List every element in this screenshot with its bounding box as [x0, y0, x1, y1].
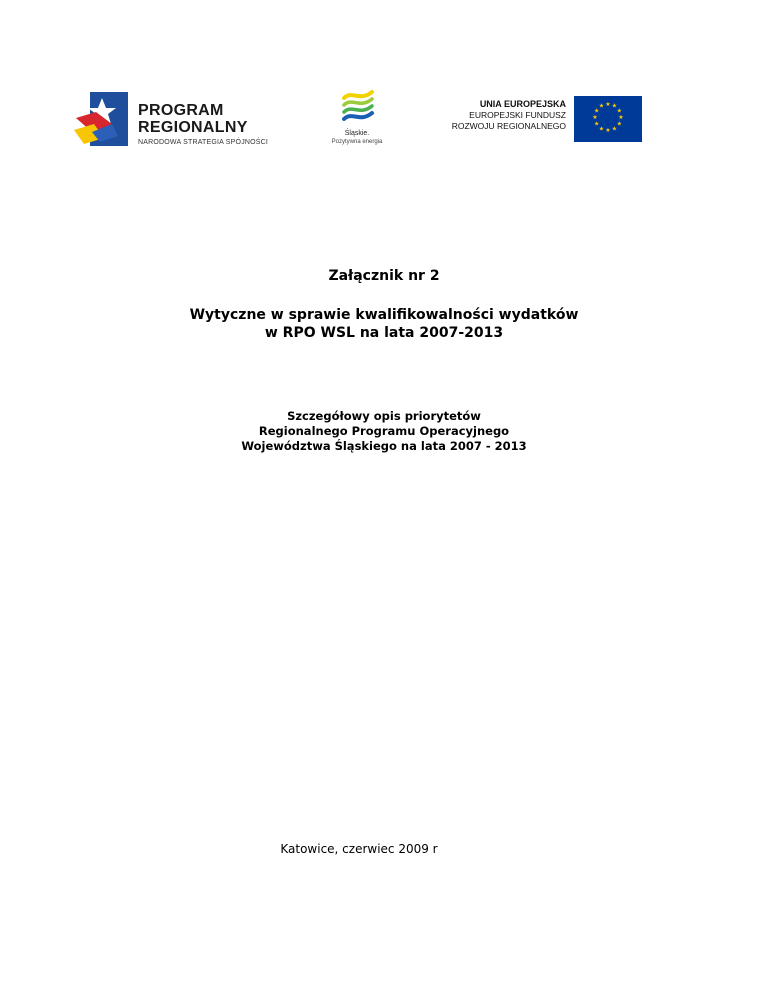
program-regionalny-line3: NARODOWA STRATEGIA SPÓJNOŚCI — [138, 139, 269, 146]
program-regionalny-emblem-icon — [72, 88, 132, 150]
slaskie-name: Śląskie. — [344, 130, 370, 137]
document-subtitle-line: Województwa Śląskiego na lata 2007 - 2013 — [241, 439, 527, 453]
document-title-line: Wytyczne w sprawie kwalifikowalności wydatków — [189, 307, 579, 323]
document-title — [0, 306, 768, 342]
svg-text:★: ★ — [611, 125, 618, 133]
svg-text:★: ★ — [605, 101, 611, 108]
unia-europejska-line1: UNIA EUROPEJSKA — [479, 99, 566, 109]
program-regionalny-line1: PROGRAM — [138, 102, 224, 119]
svg-text:★: ★ — [611, 102, 618, 110]
svg-text:★: ★ — [616, 120, 622, 128]
document-subtitle — [0, 409, 768, 454]
unia-europejska-logo — [438, 96, 642, 142]
unia-europejska-text — [452, 98, 566, 132]
svg-text:★: ★ — [594, 107, 600, 115]
program-regionalny-line2: REGIONALNY — [138, 119, 248, 136]
svg-text:★: ★ — [618, 114, 624, 121]
annex-label: Załącznik nr 2 — [328, 268, 440, 284]
svg-text:★: ★ — [616, 107, 622, 115]
slaskie-waves-icon — [340, 88, 376, 126]
document-title-line: w RPO WSL na lata 2007-2013 — [264, 325, 504, 341]
unia-europejska-line2: EUROPEJSKI FUNDUSZ — [469, 110, 566, 120]
place-and-date: Katowice, czerwiec 2009 r — [280, 842, 438, 856]
svg-text:★: ★ — [594, 120, 600, 128]
eu-flag-icon — [574, 96, 642, 142]
document-subtitle-line: Regionalnego Programu Operacyjnego — [258, 424, 510, 438]
slaskie-logo — [326, 88, 388, 150]
svg-text:★: ★ — [598, 102, 605, 110]
svg-text:★: ★ — [605, 127, 611, 134]
svg-text:★: ★ — [598, 125, 605, 133]
slaskie-tagline: Pozytywna energia — [331, 139, 383, 145]
program-regionalny-logo — [72, 88, 292, 150]
document-subtitle-line: Szczegółowy opis priorytetów — [287, 409, 481, 423]
svg-text:★: ★ — [592, 114, 598, 121]
unia-europejska-line3: ROZWOJU REGIONALNEGO — [451, 121, 566, 131]
program-regionalny-text — [138, 102, 268, 146]
